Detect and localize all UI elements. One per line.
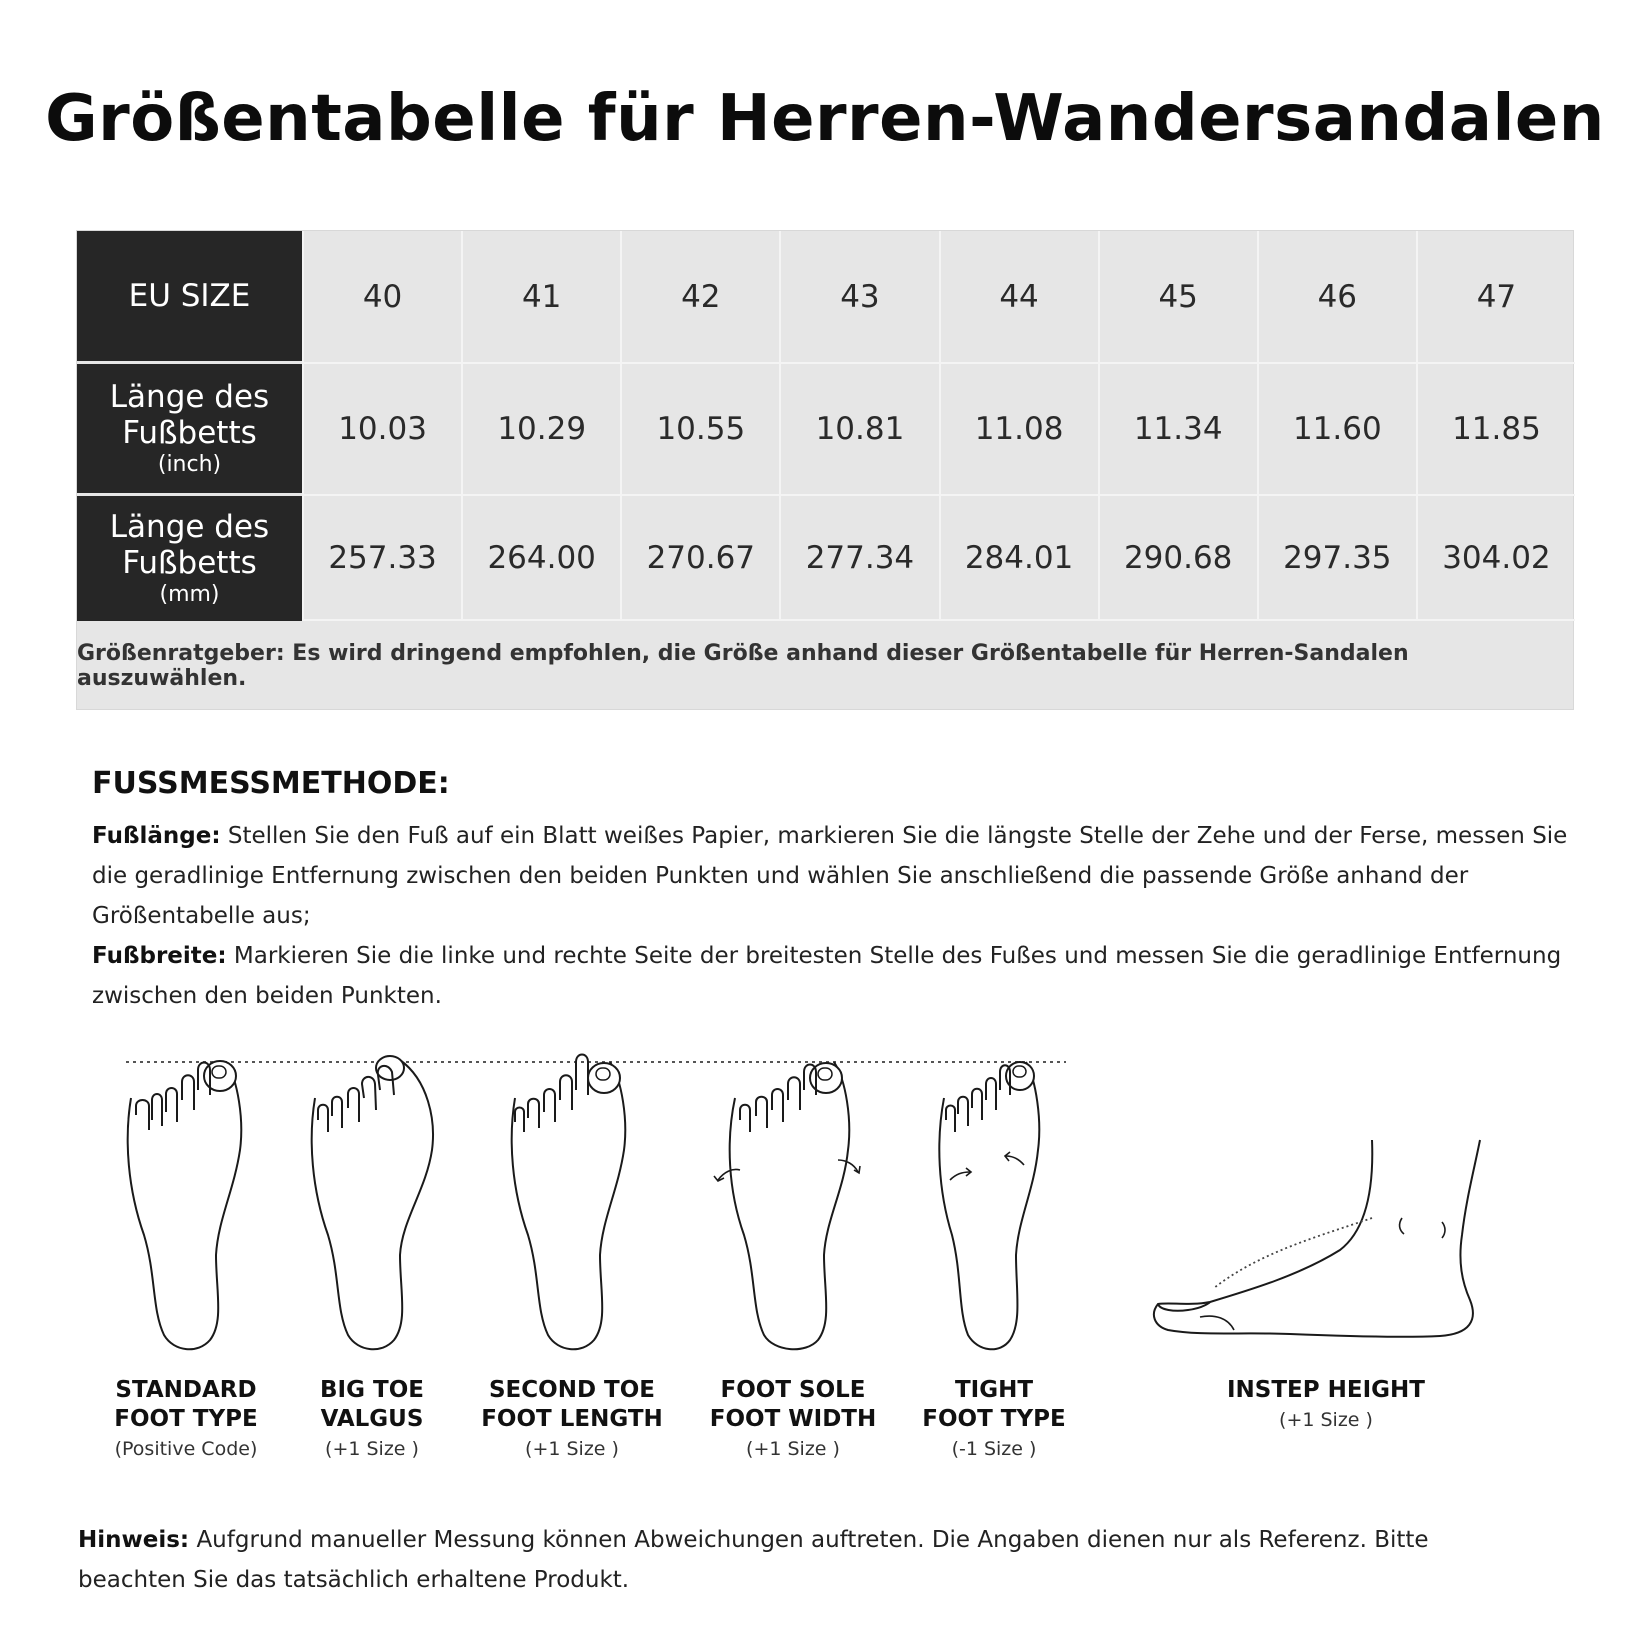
- foot-type-label: [683, 1376, 903, 1464]
- value-cell: 10.81: [779, 364, 938, 496]
- foot-type-title: FOOT SOLE: [720, 1377, 866, 1403]
- foot-width-label: Fußbreite:: [92, 943, 227, 969]
- size-cell: 42: [620, 231, 779, 364]
- value-cell: 11.08: [939, 364, 1098, 496]
- row-header-eu-size: [77, 231, 302, 364]
- standard-foot-icon: [128, 1061, 242, 1349]
- tight-foot-icon: [939, 1062, 1039, 1349]
- value-cell: 257.33: [302, 496, 461, 621]
- value-cell: 284.01: [939, 496, 1098, 621]
- method-heading: FUSSMESSMETHODE:: [92, 766, 450, 801]
- value-cell: 277.34: [779, 496, 938, 621]
- size-guide-note: Größenratgeber: Es wird dringend empfohlen, die Größe anhand dieser Größentabelle für Herren-Sandalen auszuwählen.: [77, 641, 1409, 691]
- big-toe-valgus-icon: [312, 1056, 433, 1349]
- foot-type-title: FOOT WIDTH: [709, 1406, 877, 1432]
- foot-type-title: VALGUS: [320, 1406, 424, 1432]
- foot-type-label: [1206, 1376, 1446, 1435]
- foot-type-title: FOOT TYPE: [922, 1406, 1066, 1432]
- row-header-label: EU SIZE: [128, 278, 251, 314]
- row-header-unit: (mm): [159, 581, 220, 607]
- foot-length-instruction: [92, 816, 1572, 936]
- second-toe-foot-icon: [512, 1055, 626, 1350]
- foot-type-note: (Positive Code): [114, 1438, 258, 1460]
- page-title: Größentabelle für Herren-Wandersandalen: [45, 82, 1605, 156]
- value-cell: 10.29: [461, 364, 620, 496]
- table-row-eu-size: [77, 231, 1575, 364]
- row-header-label: Fußbetts: [122, 414, 257, 451]
- value-cell: 290.68: [1098, 496, 1257, 621]
- value-cell: 297.35: [1257, 496, 1416, 621]
- foot-type-title: TIGHT: [954, 1377, 1034, 1403]
- foot-type-label: [884, 1376, 1104, 1464]
- foot-type-note: (+1 Size ): [746, 1438, 840, 1460]
- value-cell: 264.00: [461, 496, 620, 621]
- size-cell: 41: [461, 231, 620, 364]
- value-cell: 11.34: [1098, 364, 1257, 496]
- instep-height-icon: [1154, 1140, 1480, 1337]
- value-cell: 10.03: [302, 364, 461, 496]
- value-cell: 11.85: [1416, 364, 1575, 496]
- foot-type-title: BIG TOE: [320, 1377, 424, 1403]
- foot-type-title: FOOT TYPE: [114, 1406, 258, 1432]
- foot-width-instruction: [92, 936, 1572, 1016]
- foot-type-title: FOOT LENGTH: [481, 1406, 663, 1432]
- foot-type-note: (+1 Size ): [525, 1438, 619, 1460]
- value-cell: 11.60: [1257, 364, 1416, 496]
- foot-type-title: INSTEP HEIGHT: [1227, 1377, 1425, 1403]
- row-header-label: Länge des: [109, 378, 270, 415]
- table-row-length-mm: [77, 496, 1575, 621]
- size-cell: 44: [939, 231, 1098, 364]
- foot-sole-width-icon: [714, 1062, 860, 1349]
- row-header-length-mm: [77, 496, 302, 621]
- table-row-length-inch: [77, 364, 1575, 496]
- foot-type-label: [462, 1376, 682, 1464]
- foot-type-title: STANDARD: [115, 1377, 257, 1403]
- foot-type-title: SECOND TOE: [488, 1377, 655, 1403]
- foot-type-note: (+1 Size ): [1279, 1409, 1373, 1431]
- row-header-length-inch: [77, 364, 302, 496]
- hint-label: Hinweis:: [78, 1527, 190, 1553]
- size-cell: 40: [302, 231, 461, 364]
- foot-types-illustration: [0, 1040, 1650, 1370]
- value-cell: 304.02: [1416, 496, 1575, 621]
- hint-text: Aufgrund manueller Messung können Abweichungen auftreten. Die Angaben dienen nur als Referenz. Bitte beachten Sie das tatsächlich erhaltene Produkt.: [78, 1527, 1429, 1593]
- foot-width-text: Markieren Sie die linke und rechte Seite der breitesten Stelle des Fußes und messen Sie die geradlinige Entfernung zwischen den beiden Punkten.: [92, 943, 1562, 1009]
- foot-length-label: Fußlänge:: [92, 823, 221, 849]
- size-table: [76, 230, 1574, 710]
- foot-type-note: (-1 Size ): [951, 1438, 1037, 1460]
- size-cell: 45: [1098, 231, 1257, 364]
- foot-type-label: [262, 1376, 482, 1464]
- row-header-label: Fußbetts: [122, 544, 257, 581]
- size-cell: 43: [779, 231, 938, 364]
- value-cell: 10.55: [620, 364, 779, 496]
- value-cell: 270.67: [620, 496, 779, 621]
- size-cell: 46: [1257, 231, 1416, 364]
- row-header-unit: (inch): [157, 451, 222, 477]
- foot-length-text: Stellen Sie den Fuß auf ein Blatt weißes Papier, markieren Sie die längste Stelle der Zehe und der Ferse, messen Sie die geradlinige Entfernung zwischen den beiden Punkten und wählen Sie anschließend die passende Größe anhand der Größentabelle aus;: [92, 823, 1568, 929]
- size-cell: 47: [1416, 231, 1575, 364]
- measurement-hint: [78, 1520, 1528, 1600]
- row-header-label: Länge des: [109, 508, 270, 545]
- foot-type-note: (+1 Size ): [325, 1438, 419, 1460]
